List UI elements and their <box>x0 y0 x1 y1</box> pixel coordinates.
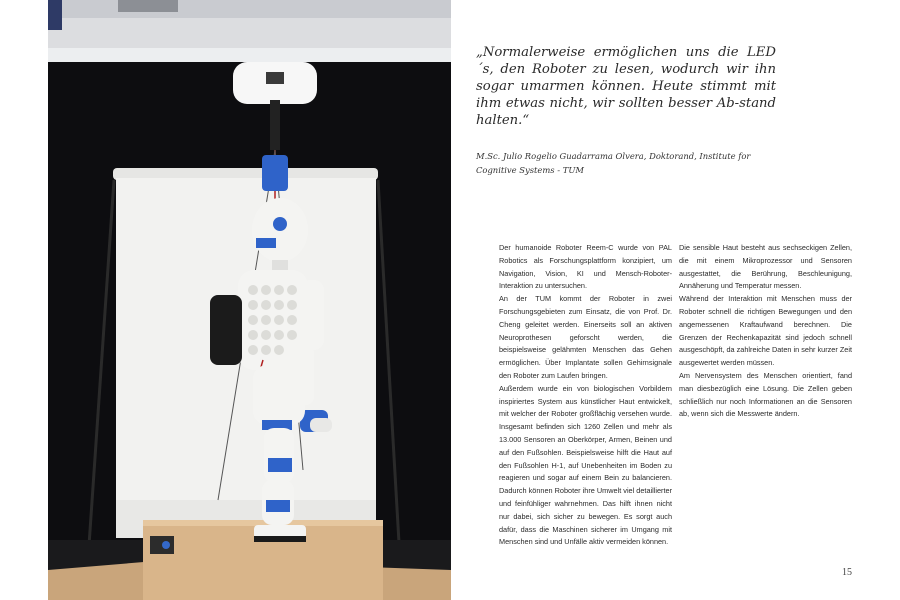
quote-attribution: M.Sc. Julio Rogelio Guadarrama Olvera, Doktorand, Institute for Cognitive Systems - TUM <box>476 151 751 175</box>
paragraph: An der TUM kommt der Roboter in zwei Forschungsgebieten zum Einsatz, die von Prof. Dr. Cheng geleitet werden. Einerseits soll an aktiven Neuroprothesen geforscht werden, die beispielsweise gelähmten Menschen das Gehen ermöglichen. Über Implantate sollen Gehirnsignale den Roboter zum Laufen bringen. <box>499 294 672 380</box>
body-column-left <box>499 242 672 549</box>
paragraph: Am Nervensystem des Menschen orientiert, fand man diesbezüglich eine Lösung. Die Zellen geben schließlich nur noch Informationen an die Sensoren ab, wenn sich die Messwerte ändern. <box>679 370 852 419</box>
paragraph: Der humanoide Roboter Reem-C wurde von PAL Robotics als Forschungsplattform konzipiert, um Navigation, Vision, KI und Mensch-Roboter-Interaktion zu untersuchen. <box>499 243 672 291</box>
body-column-right <box>679 242 852 421</box>
quote-text: „Normalerweise ermöglichen uns die LED´s, den Roboter zu lesen, wodurch wir ihn sogar umarmen können. Heute stimmt mit ihm etwas nicht, wir sollten besser Ab-stand halten.“ <box>476 45 776 128</box>
robot-photo <box>48 0 451 600</box>
page-number: 15 <box>842 567 852 578</box>
paragraph: Während der Interaktion mit Menschen muss der Roboter schnell die richtigen Bewegungen und den angemessenen Kraftaufwand berechnen. Die Grenzen der Rechenkapazität sind jedoch schnell ausgeschöpft, da zahlreiche Daten in sehr kurzer Zeit ausgewertet werden müssen. <box>679 294 852 368</box>
paragraph: Außerdem wurde ein von biologischen Vorbildern inspiriertes System aus künstlicher Haut entwickelt, mit welcher der Roboter großflächig versehen wurde. Insgesamt befinden sich 1260 Zellen und mehr als 13.000 Sensoren an Oberkörper, Armen, Beinen und auf den Fußsohlen. Beispielsweise hilft die Haut auf den Fußsohlen H-1, auf Unebenheiten im Boden zu reagieren und sogar auf einem Bein zu balancieren. Dadurch können Roboter ihre Umwelt viel detaillierter und feinfühliger wahrnehmen. Das hilft ihnen nicht nur dabei, sich sicher zu bewegen. Es sorgt auch dafür, dass die Maschinen sicherer im Umgang mit Menschen sind und Unfälle aktiv vermeiden können. <box>499 383 672 547</box>
paragraph: Die sensible Haut besteht aus sechseckigen Zellen, die mit einem Mikroprozessor und Sensoren ausgestattet, die Berührung, Beschleunigung, Annäherung und Temperatur messen. <box>679 243 852 291</box>
robot-photo-illustration <box>48 0 451 600</box>
pull-quote <box>476 44 776 129</box>
